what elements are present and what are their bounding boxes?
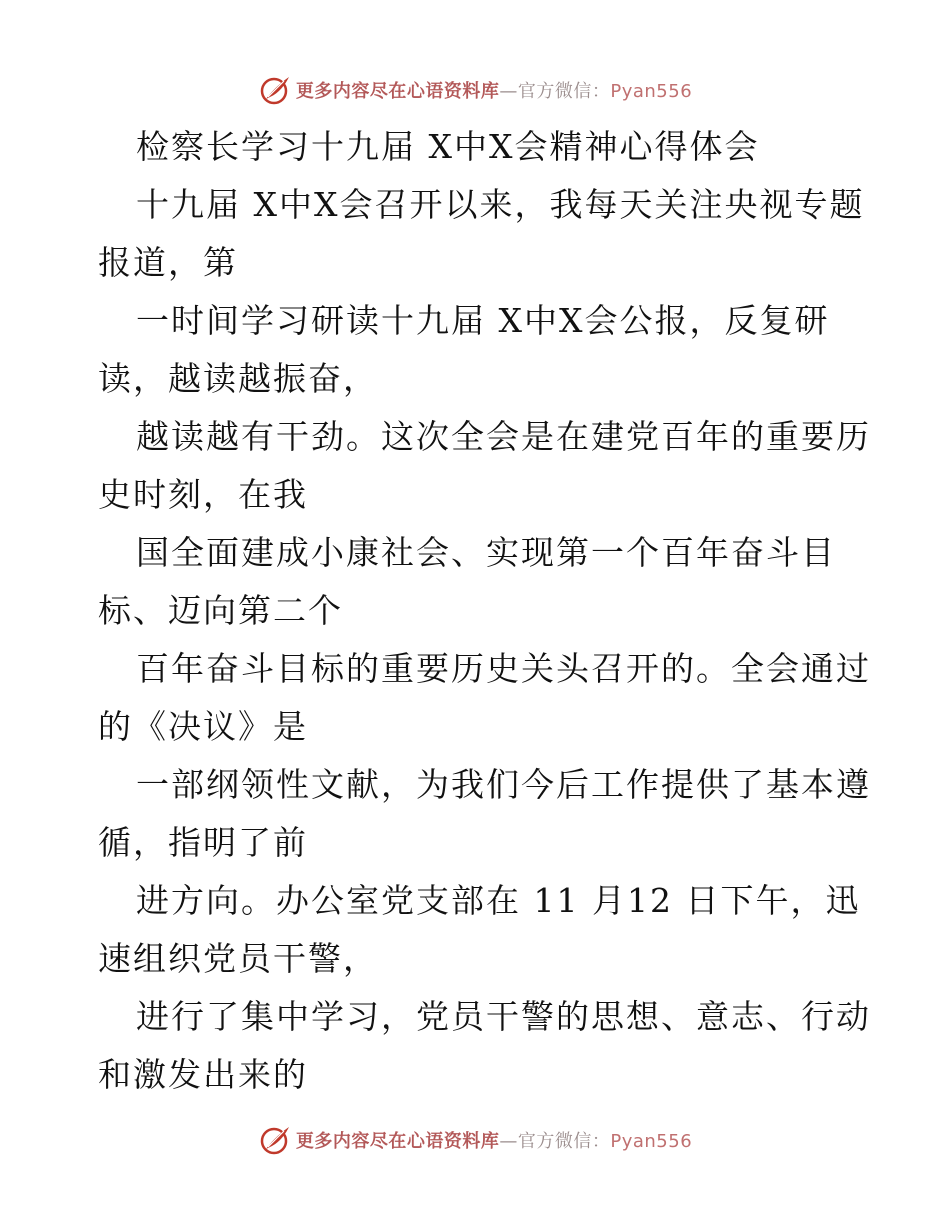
body-line: 报道，第 <box>98 243 238 282</box>
footer-watermark <box>0 1120 950 1160</box>
watermark-text: 更多内容尽在心语资料库—官方微信：Pyan556 <box>295 81 693 102</box>
body-line: 越读越有干劲。这次全会是在建党百年的重要历 <box>136 417 871 456</box>
body-line: 十九届 X中X会召开以来，我每天关注央视专题 <box>136 185 865 224</box>
body-line: 进行了集中学习，党员干警的思想、意志、行动 <box>136 997 871 1036</box>
body-line: 进方向。办公室党支部在 11 月12 日下午，迅 <box>136 881 861 920</box>
body-line: 一部纲领性文献，为我们今后工作提供了基本遵 <box>136 765 871 804</box>
header-watermark <box>0 70 950 110</box>
body-line: 史时刻，在我 <box>98 475 308 514</box>
feather-logo-icon <box>258 1123 292 1157</box>
body-line: 循，指明了前 <box>98 823 308 862</box>
watermark-text: 更多内容尽在心语资料库—官方微信：Pyan556 <box>295 1131 693 1152</box>
feather-logo-icon <box>258 73 292 107</box>
body-line: 和激发出来的 <box>98 1055 308 1094</box>
body-line: 的《决议》是 <box>98 707 308 746</box>
body-line: 国全面建成小康社会、实现第一个百年奋斗目 <box>136 533 836 572</box>
body-line: 速组织党员干警， <box>98 939 378 978</box>
body-line: 一时间学习研读十九届 X中X会公报，反复研 <box>136 301 830 340</box>
document-title: 检察长学习十九届 X中X会精神心得体会 <box>136 127 760 166</box>
document-body <box>98 118 871 1104</box>
body-line: 读，越读越振奋， <box>98 359 378 398</box>
body-line: 百年奋斗目标的重要历史关头召开的。全会通过 <box>136 649 871 688</box>
body-line: 标、迈向第二个 <box>98 591 343 630</box>
